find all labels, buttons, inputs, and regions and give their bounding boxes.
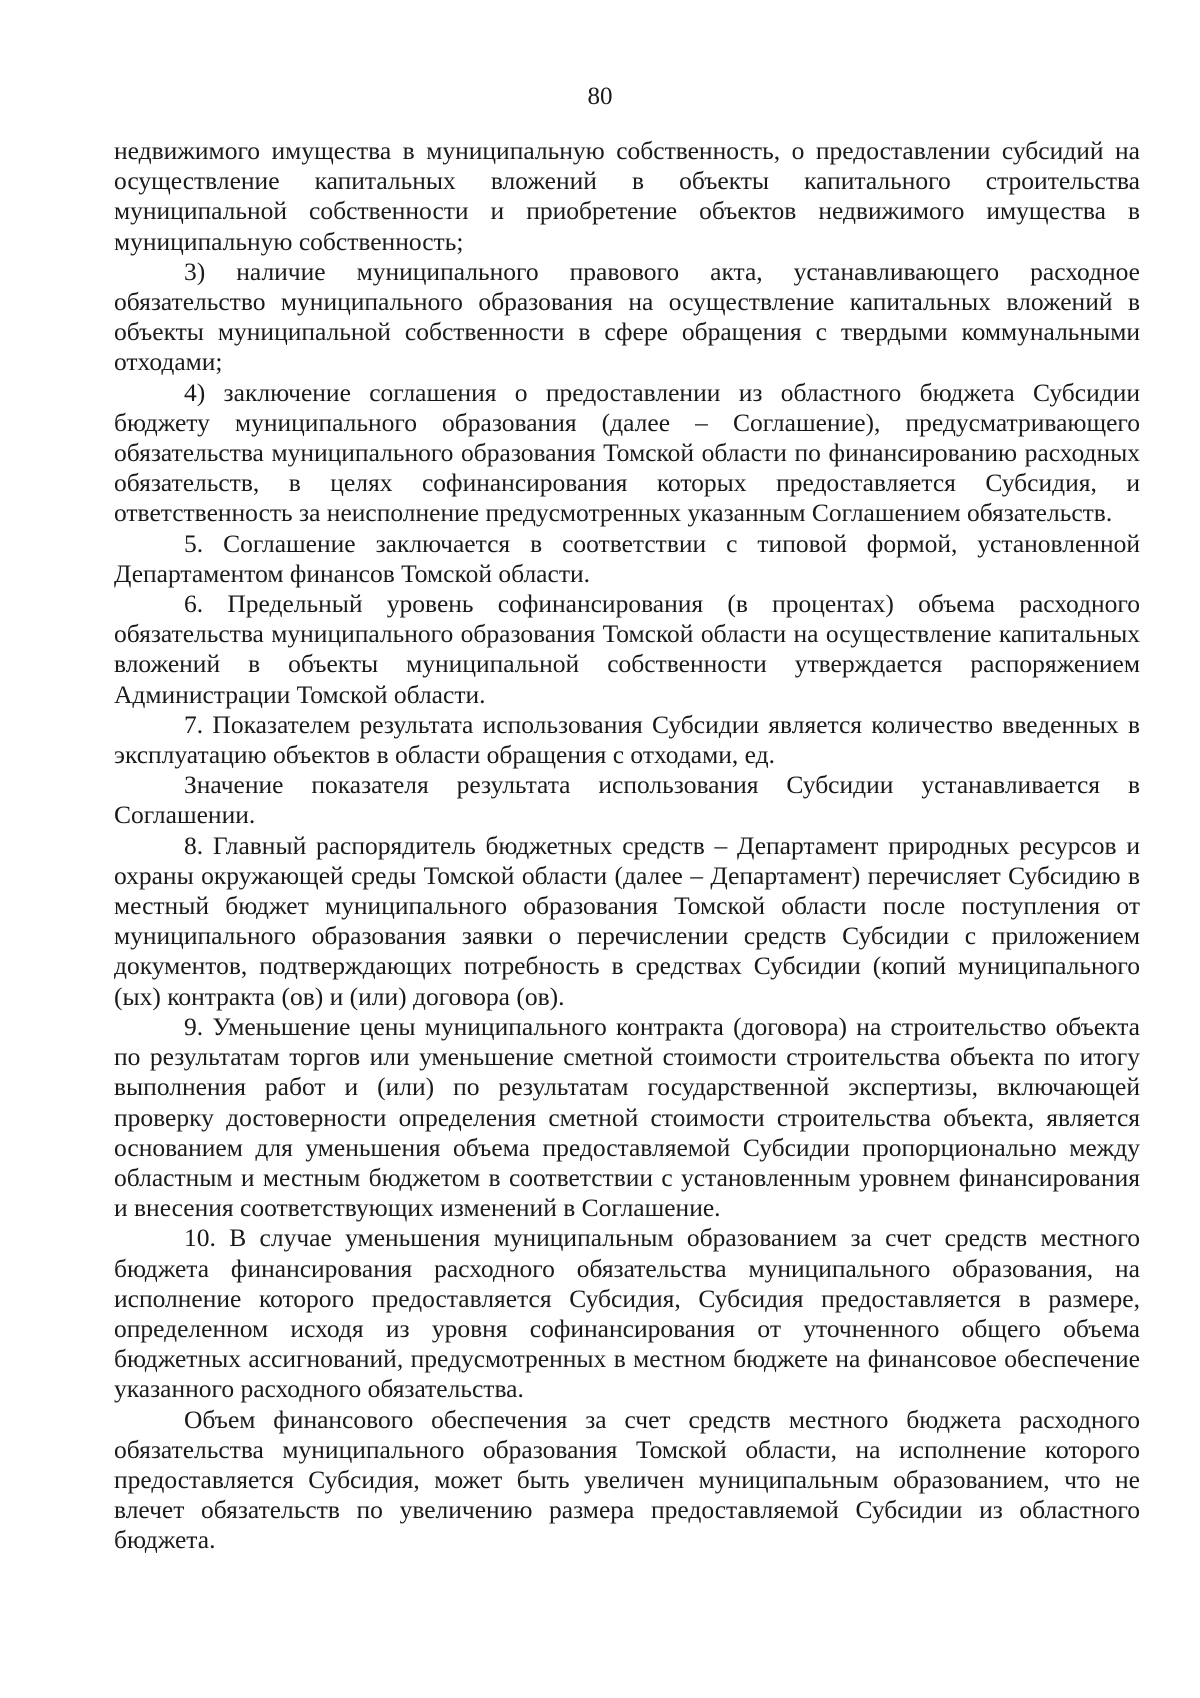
page-number: 80 [587, 83, 613, 110]
paragraph-section-7-value: Значение показателя результата использования Субсидии устанавливается в Соглашении. [114, 770, 1140, 830]
paragraph-section-6: 6. Предельный уровень софинансирования (в процентах) объема расходного обязательства муниципального образования Томской области на осуществление капитальных вложений в объекты муниципальной собственности утверждается распоряжением Администрации Томской области. [114, 589, 1140, 709]
paragraph-section-5: 5. Соглашение заключается в соответствии с типовой формой, установленной Департаментом финансов Томской области. [114, 528, 1140, 588]
paragraph-section-10-volume: Объем финансового обеспечения за счет средств местного бюджета расходного обязательства муниципального образования Томской области, на исполнение которого предоставляется Субсидия, может быть увеличен муниципальным образованием, что не влечет обязательств по увеличению размера предоставляемой Субсидии из областного бюджета. [114, 1404, 1140, 1555]
paragraph-section-8: 8. Главный распорядитель бюджетных средств – Департамент природных ресурсов и охраны окружающей среды Томской области (далее – Департамент) перечисляет Субсидию в местный бюджет муниципального образования Томской области после поступления от муниципального образования заявки о перечислении средств Субсидии с приложением документов, подтверждающих потребность в средствах Субсидии (копий муниципального (ых) контракта (ов) и (или) договора (ов). [114, 830, 1140, 1011]
paragraph-continuation: недвижимого имущества в муниципальную собственность, о предоставлении субсидий на осуществление капитальных вложений в объекты капитального строительства муниципальной собственности и приобретение объектов недвижимого имущества в муниципальную собственность; [114, 136, 1140, 256]
document-body [114, 136, 1140, 1556]
paragraph-section-10: 10. В случае уменьшения муниципальным образованием за счет средств местного бюджета финансирования расходного обязательства муниципального образования, на исполнение которого предоставляется Субсидия, Субсидия предоставляется в размере, определенном исходя из уровня софинансирования от уточненного общего объема бюджетных ассигнований, предусмотренных в местном бюджете на финансовое обеспечение указанного расходного обязательства. [114, 1223, 1140, 1404]
paragraph-item-4: 4) заключение соглашения о предоставлении из областного бюджета Субсидии бюджету муниципального образования (далее – Соглашение), предусматривающего обязательства муниципального образования Томской области по финансированию расходных обязательств, в целях софинансирования которых предоставляется Субсидия, и ответственность за неисполнение предусмотренных указанным Соглашением обязательств. [114, 377, 1140, 528]
paragraph-item-3: 3) наличие муниципального правового акта, устанавливающего расходное обязательство муниципального образования на осуществление капитальных вложений в объекты муниципальной собственности в сфере обращения с твердыми коммунальными отходами; [114, 256, 1140, 377]
paragraph-section-9: 9. Уменьшение цены муниципального контракта (договора) на строительство объекта по результатам торгов или уменьшение сметной стоимости строительства объекта по итогу выполнения работ и (или) по результатам государственной экспертизы, включающей проверку достоверности определения сметной стоимости строительства объекта, является основанием для уменьшения объема предоставляемой Субсидии пропорционально между областным и местным бюджетом в соответствии с установленным уровнем финансирования и внесения соответствующих изменений в Соглашение. [114, 1011, 1140, 1223]
paragraph-section-7: 7. Показателем результата использования Субсидии является количество введенных в эксплуатацию объектов в области обращения с отходами, ед. [114, 709, 1140, 770]
